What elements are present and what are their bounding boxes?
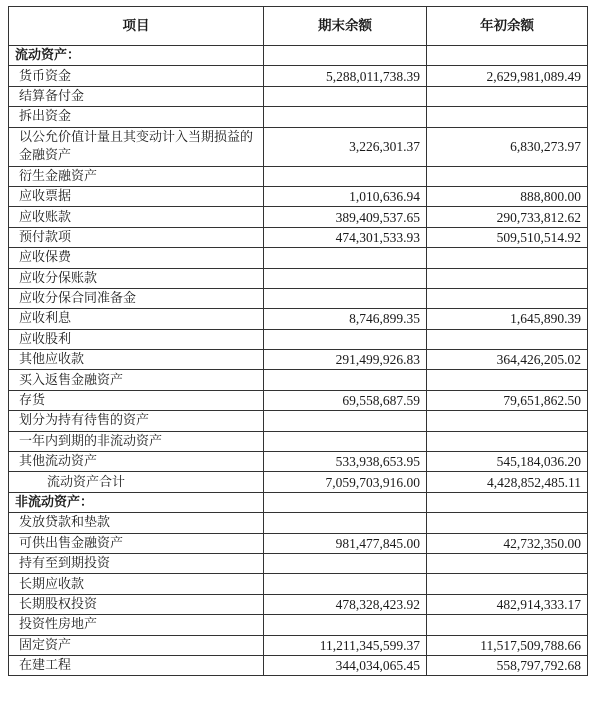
row-label: 持有至到期投资	[9, 553, 264, 573]
table-row	[9, 66, 588, 86]
begin-balance-cell	[427, 370, 588, 390]
row-label: 应收分保合同准备金	[9, 288, 264, 308]
row-label: 可供出售金融资产	[9, 533, 264, 553]
begin-balance-cell: 79,651,862.50	[427, 390, 588, 410]
end-balance-cell	[264, 288, 427, 308]
end-balance-cell: 3,226,301.37	[264, 127, 427, 166]
table-row	[9, 107, 588, 127]
row-label: 投资性房地产	[9, 615, 264, 635]
end-balance-cell: 11,211,345,599.37	[264, 635, 427, 655]
end-balance-cell: 5,288,011,738.39	[264, 66, 427, 86]
begin-balance-cell: 364,426,205.02	[427, 350, 588, 370]
table-row	[9, 329, 588, 349]
end-balance-cell: 1,010,636.94	[264, 186, 427, 206]
row-label: 应收票据	[9, 186, 264, 206]
end-balance-cell	[264, 268, 427, 288]
end-balance-cell	[264, 86, 427, 106]
row-label: 非流动资产：	[9, 492, 264, 512]
end-balance-cell: 291,499,926.83	[264, 350, 427, 370]
row-label: 其他流动资产	[9, 452, 264, 472]
table-row	[9, 186, 588, 206]
row-label: 买入返售金融资产	[9, 370, 264, 390]
header-end-balance: 期末余额	[264, 7, 427, 46]
begin-balance-cell	[427, 86, 588, 106]
row-label: 划分为持有待售的资产	[9, 411, 264, 431]
end-balance-cell: 981,477,845.00	[264, 533, 427, 553]
end-balance-cell: 69,558,687.59	[264, 390, 427, 410]
table-row	[9, 513, 588, 533]
table-row	[9, 452, 588, 472]
balance-sheet-table	[8, 6, 588, 676]
table-row	[9, 207, 588, 227]
table-row	[9, 533, 588, 553]
table-row	[9, 635, 588, 655]
begin-balance-cell	[427, 166, 588, 186]
table-row	[9, 268, 588, 288]
end-balance-cell: 474,301,533.93	[264, 227, 427, 247]
end-balance-cell	[264, 513, 427, 533]
row-label: 流动资产合计	[9, 472, 264, 492]
begin-balance-cell	[427, 513, 588, 533]
begin-balance-cell: 1,645,890.39	[427, 309, 588, 329]
end-balance-cell	[264, 248, 427, 268]
table-row	[9, 390, 588, 410]
begin-balance-cell: 2,629,981,089.49	[427, 66, 588, 86]
begin-balance-cell: 11,517,509,788.66	[427, 635, 588, 655]
begin-balance-cell	[427, 615, 588, 635]
begin-balance-cell	[427, 411, 588, 431]
table-body	[9, 46, 588, 676]
row-label: 长期股权投资	[9, 594, 264, 614]
table-row	[9, 86, 588, 106]
begin-balance-cell: 888,800.00	[427, 186, 588, 206]
header-item: 项目	[9, 7, 264, 46]
end-balance-cell	[264, 574, 427, 594]
table-row	[9, 594, 588, 614]
row-label: 在建工程	[9, 655, 264, 675]
end-balance-cell: 7,059,703,916.00	[264, 472, 427, 492]
row-label: 长期应收款	[9, 574, 264, 594]
row-label: 以公允价值计量且其变动计入当期损益的金融资产	[9, 127, 264, 166]
row-label: 衍生金融资产	[9, 166, 264, 186]
end-balance-cell: 533,938,653.95	[264, 452, 427, 472]
begin-balance-cell	[427, 268, 588, 288]
end-balance-cell	[264, 370, 427, 390]
row-label: 结算备付金	[9, 86, 264, 106]
table-row	[9, 553, 588, 573]
row-label: 货币资金	[9, 66, 264, 86]
end-balance-cell: 8,746,899.35	[264, 309, 427, 329]
begin-balance-cell	[427, 492, 588, 512]
table-row	[9, 127, 588, 166]
begin-balance-cell: 558,797,792.68	[427, 655, 588, 675]
begin-balance-cell	[427, 329, 588, 349]
row-label: 一年内到期的非流动资产	[9, 431, 264, 451]
table-row	[9, 431, 588, 451]
end-balance-cell: 389,409,537.65	[264, 207, 427, 227]
end-balance-cell	[264, 553, 427, 573]
table-row	[9, 472, 588, 492]
begin-balance-cell: 42,732,350.00	[427, 533, 588, 553]
row-label: 应收账款	[9, 207, 264, 227]
row-label: 存货	[9, 390, 264, 410]
table-row	[9, 227, 588, 247]
end-balance-cell	[264, 46, 427, 66]
begin-balance-cell	[427, 46, 588, 66]
header-begin-balance: 年初余额	[427, 7, 588, 46]
begin-balance-cell: 6,830,273.97	[427, 127, 588, 166]
row-label: 发放贷款和垫款	[9, 513, 264, 533]
begin-balance-cell: 4,428,852,485.11	[427, 472, 588, 492]
table-row	[9, 411, 588, 431]
row-label: 流动资产：	[9, 46, 264, 66]
table-row	[9, 288, 588, 308]
end-balance-cell: 344,034,065.45	[264, 655, 427, 675]
table-row	[9, 574, 588, 594]
begin-balance-cell	[427, 553, 588, 573]
end-balance-cell	[264, 492, 427, 512]
table-row	[9, 370, 588, 390]
end-balance-cell	[264, 166, 427, 186]
row-label: 应收分保账款	[9, 268, 264, 288]
table-row	[9, 655, 588, 675]
row-label: 拆出资金	[9, 107, 264, 127]
table-row	[9, 248, 588, 268]
end-balance-cell	[264, 615, 427, 635]
begin-balance-cell	[427, 288, 588, 308]
table-row	[9, 350, 588, 370]
table-row	[9, 46, 588, 66]
begin-balance-cell: 545,184,036.20	[427, 452, 588, 472]
end-balance-cell: 478,328,423.92	[264, 594, 427, 614]
row-label: 预付款项	[9, 227, 264, 247]
begin-balance-cell	[427, 107, 588, 127]
table-row	[9, 309, 588, 329]
table-row	[9, 492, 588, 512]
row-label: 应收利息	[9, 309, 264, 329]
row-label: 固定资产	[9, 635, 264, 655]
table-row	[9, 615, 588, 635]
begin-balance-cell	[427, 574, 588, 594]
table-row	[9, 166, 588, 186]
begin-balance-cell: 482,914,333.17	[427, 594, 588, 614]
end-balance-cell	[264, 431, 427, 451]
row-label: 应收股利	[9, 329, 264, 349]
begin-balance-cell	[427, 248, 588, 268]
table-header-row	[9, 7, 588, 46]
begin-balance-cell	[427, 431, 588, 451]
begin-balance-cell: 509,510,514.92	[427, 227, 588, 247]
end-balance-cell	[264, 329, 427, 349]
end-balance-cell	[264, 411, 427, 431]
begin-balance-cell: 290,733,812.62	[427, 207, 588, 227]
end-balance-cell	[264, 107, 427, 127]
row-label: 其他应收款	[9, 350, 264, 370]
row-label: 应收保费	[9, 248, 264, 268]
